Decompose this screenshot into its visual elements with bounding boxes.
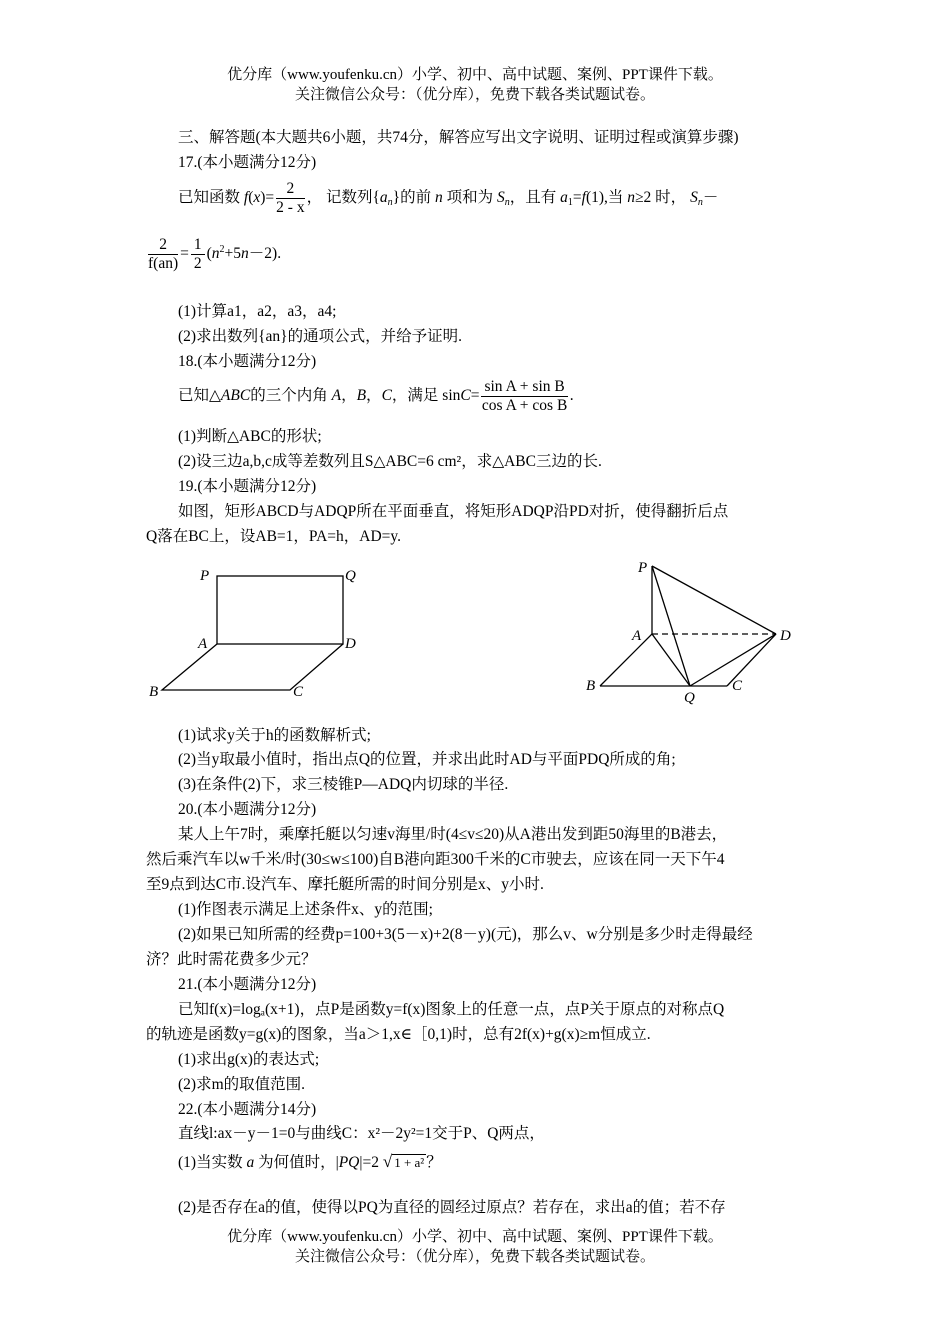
label-B: B bbox=[149, 684, 159, 700]
label-A: A bbox=[198, 636, 208, 652]
q19-part-1: (1)试求y关于h的函数解析式; bbox=[178, 727, 371, 744]
q17-stmt: 已知函数 f(x)= $\frac{2}{2 - x}$ ， 记数列$\{a_n\}$的前 n 项和为 $S_n$，且有 $a_1=f(1)$,当 n≥2 时， $S_n-$ bbox=[178, 180, 719, 216]
label-C-2: C bbox=[732, 678, 743, 694]
footer-line-1: 优分库（www.youfenku.cn）小学、初中、高中试题、案例、PPT课件下载。 bbox=[227, 1229, 723, 1245]
header-line-2: 关注微信公众号：（优分库），免费下载各类试题试卷。 bbox=[294, 87, 655, 103]
rect-adqp bbox=[217, 576, 343, 644]
q19-text-2: Q落在BC上，设AB=1，PA=h，AD=y. bbox=[146, 528, 402, 545]
q22-head: 22.(本小题满分14分) bbox=[178, 1101, 317, 1118]
q20-text-2: 然后乘汽车以w千米/时(30≤w≤100)自B港向距300千米的C市驶去，应该在同一天下午4 bbox=[146, 851, 725, 868]
q22-part-1: (1)当实数 a 为何值时，|PQ|=2 √ 1 + a² ？ bbox=[178, 1152, 442, 1171]
q20-part-1: (1)作图表示满足上述条件x、y的范围; bbox=[178, 901, 433, 918]
label-C: C bbox=[293, 684, 304, 700]
q21-part-2: (2)求m的取值范围. bbox=[178, 1076, 306, 1093]
q18-part-2: (2)设三边a,b,c成等差数列且S△ABC=6 cm²，求△ABC三边的长. bbox=[178, 453, 602, 470]
q18-part-1: (1)判断△ABC的形状; bbox=[178, 428, 322, 445]
label-D: D bbox=[345, 636, 356, 652]
q21-text-2: 的轨迹是函数y=g(x)的图象，当a＞1,x∈［0,1)时，总有2f(x)+g(x)≥m恒成立. bbox=[146, 1026, 651, 1043]
footer-line-2: 关注微信公众号：（优分库），免费下载各类试题试卷。 bbox=[294, 1249, 655, 1265]
section-title: 三、解答题(本大题共6小题，共74分，解答应写出文字说明、证明过程或演算步骤) bbox=[178, 129, 739, 146]
label-P: P bbox=[200, 568, 210, 584]
q18-stmt: 已知△ABC的三个内角 A，B，C，满足 sinC= $\frac{\text{sin A + sin B}}{\text{cos A + cos B}}$ . bbox=[178, 378, 574, 414]
q17-part-2: (2)求出数列{an}的通项公式，并给予证明. bbox=[178, 328, 462, 345]
label-Q: Q bbox=[345, 568, 356, 584]
header-line-1: 优分库（www.youfenku.cn）小学、初中、高中试题、案例、PPT课件下载。 bbox=[227, 67, 723, 83]
label-A-2: A bbox=[632, 628, 642, 644]
rect-abcd bbox=[162, 644, 343, 690]
q17-part-1: (1)计算a1，a2，a3，a4; bbox=[178, 303, 337, 320]
q20-part-2b: 济？此时需花费多少元？ bbox=[146, 951, 317, 968]
label-Q-2: Q bbox=[684, 690, 695, 706]
q20-text-3: 至9点到达C市.设汽车、摩托艇所需的时间分别是x、y小时. bbox=[146, 876, 544, 893]
q21-head: 21.(本小题满分12分) bbox=[178, 976, 317, 993]
q20-text-1: 某人上午7时，乘摩托艇以匀速v海里/时(4≤v≤20)从A港出发到距50海里的B港去， bbox=[178, 826, 728, 843]
q20-part-2: (2)如果已知所需的经费p=100+3(5－x)+2(8－y)(元)，那么v、w分别是多少时走得最经 bbox=[178, 926, 753, 943]
q22-part-2: (2)是否存在a的值，使得以PQ为直径的圆经过原点？若存在，求出a的值；若不存 bbox=[178, 1199, 726, 1216]
q17-frac-2: $\frac{2}{f(an)}$ bbox=[148, 236, 179, 272]
q19-head: 19.(本小题满分12分) bbox=[178, 478, 317, 495]
label-P-2: P bbox=[638, 560, 648, 576]
q17-head: 17.(本小题满分12分) bbox=[178, 154, 317, 171]
q18-head: 18.(本小题满分12分) bbox=[178, 353, 317, 370]
label-D-2: D bbox=[780, 628, 791, 644]
sqrt-sign: √ bbox=[382, 1152, 393, 1171]
q19-text-1: 如图，矩形ABCD与ADQP所在平面垂直，将矩形ADQP沿PD对折，使得翻折后点 bbox=[178, 503, 729, 520]
q17-frac-3: $\frac{1}{2}$ bbox=[191, 236, 205, 273]
q22-text-1: 直线l:ax－y－1=0与曲线C：x²－2y²=1交于P、Q两点， bbox=[178, 1125, 545, 1142]
q19-figure-1 bbox=[140, 558, 380, 703]
label-B-2: B bbox=[586, 678, 596, 694]
q17-frac-1: $\frac{2}{2 - x}$ bbox=[276, 180, 305, 216]
q21-part-1: (1)求出g(x)的表达式; bbox=[178, 1051, 320, 1068]
q18-frac: $\frac{\text{sin A + sin B}}{\text{cos A + cos B}}$ bbox=[481, 378, 568, 414]
q21-text-1: 已知f(x)=logₐ(x+1)，点P是函数y=f(x)图象上的任意一点，点P关于原点的对称点Q bbox=[178, 1001, 725, 1018]
q20-head: 20.(本小题满分12分) bbox=[178, 801, 317, 818]
q19-part-3: (3)在条件(2)下，求三棱锥P—ADQ内切球的半径. bbox=[178, 776, 509, 793]
q22-sqrt-radicand: 1 + a² bbox=[394, 1155, 425, 1170]
q19-figure-2 bbox=[580, 552, 810, 707]
q17-stmt-2: $\frac{2}{f(an)}$ = $\frac{1}{2}$ $(n^2+5n-2)$. bbox=[148, 236, 282, 272]
q19-part-2: (2)当y取最小值时，指出点Q的位置，并求出此时AD与平面PDQ所成的角; bbox=[178, 751, 676, 768]
